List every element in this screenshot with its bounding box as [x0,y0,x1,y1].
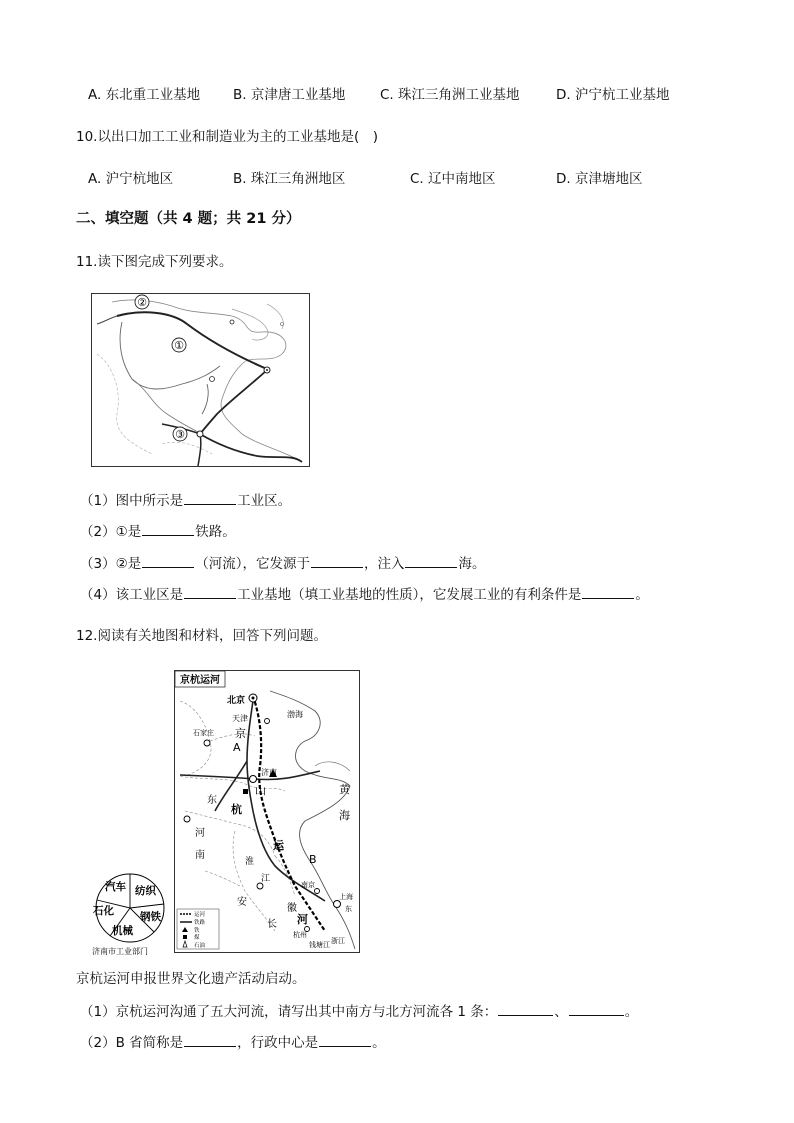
label-huai: 淮 [245,857,255,867]
q11-part-3-text-d: 海。 [458,556,486,572]
legend-oil: 石油 [194,943,206,949]
map-label-1: ① [174,339,184,352]
label-dong2: 东 [345,905,352,913]
pie-sector-car: 汽车 [105,881,126,893]
q12-intro: 京杭运河申报世界文化遗产活动启动。 [76,971,306,987]
q11-part-3-text-b: （河流），它发源于 [195,556,310,572]
answer-blank[interactable] [311,555,363,568]
label-qiantang: 钱塘江 [309,941,330,949]
answer-blank[interactable] [142,523,194,536]
answer-blank[interactable] [582,586,634,599]
q11-part-4-text-c: 。 [635,587,649,603]
label-B: B [309,853,317,866]
q11-part-1 [80,489,291,509]
label-beijing: 北京 [227,696,246,706]
jinan-industry-pie [88,870,178,958]
q11-part-2-text-a: （2）①是 [80,524,142,540]
label-zhang: 长 [267,919,277,930]
legend-coal: 煤 [194,935,200,941]
q11-map-drawing [92,294,309,466]
label-dong: 东 [207,795,217,806]
q11-stem: 11.读下图完成下列要求。 [76,254,233,270]
label-jiang: 江 [261,874,271,884]
q11-part-4-text-a: （4）该工业区是 [80,587,184,603]
q12-part-2-text-c: 。 [372,1035,386,1051]
answer-blank[interactable] [405,555,457,568]
label-zhejiang: 浙江 [331,937,345,945]
q11-part-3 [80,552,485,572]
map-title: 京杭运河 [180,675,220,686]
pie-sector-machinery: 机械 [112,925,133,937]
label-tianjin: 天津 [232,714,248,723]
answer-blank[interactable] [184,1034,236,1047]
q10-option-a: A. 沪宁杭地区 [88,171,174,187]
q10-option-b: B. 珠江三角洲地区 [233,171,346,187]
label-an: 安 [237,897,247,908]
q11-part-1-text-b: 工业区。 [237,493,292,509]
answer-blank[interactable] [142,555,194,568]
pie-sector-petrochem: 石化 [93,905,114,917]
q12-part-2 [80,1031,386,1051]
q9-option-a: A. 东北重工业基地 [88,87,201,103]
map-label-3: ③ [175,428,185,441]
q12-part-2-text-a: （2）B 省简称是 [80,1035,184,1051]
answer-blank[interactable] [498,1003,553,1016]
pie-caption: 济南市工业部门 [92,947,148,956]
q12-stem: 12.阅读有关地图和材料，回答下列问题。 [76,628,327,644]
q12-part-1-text-a: （1）京杭运河沟通了五大河流，请写出其中南方与北方河流各 1 条： [80,1004,498,1020]
q11-part-3-text-a: （3）②是 [80,556,142,572]
answer-blank[interactable] [319,1034,371,1047]
q12-part-1-text-c: 。 [624,1004,639,1020]
q11-part-4-text-b: 工业基地（填工业基地的性质），它发展工业的有利条件是 [237,587,582,603]
label-shanghai: 上海 [339,893,353,901]
legend-iron: 铁 [194,928,200,934]
q12-part-2-text-b: ，行政中心是 [237,1035,319,1051]
q12-part-1 [80,1000,638,1020]
q10-option-d: D. 京津塘地区 [556,171,643,187]
answer-blank[interactable] [569,1003,624,1016]
q9-option-b: B. 京津唐工业基地 [233,87,346,103]
label-hangzhou: 杭州 [293,931,307,939]
q11-part-1-text-a: （1）图中所示是 [80,493,184,509]
label-hang: 杭 [231,803,242,816]
label-yun: 运 [273,839,284,852]
label-hai: 海 [339,809,350,822]
label-nan: 南 [195,850,205,861]
section-title: 二、填空题（共 4 题；共 21 分） [76,211,301,227]
q12-map [174,670,360,953]
label-he2: 河 [297,913,308,926]
pie-sector-textile: 纺织 [135,885,156,897]
q10-option-c: C. 辽中南地区 [410,171,496,187]
label-hui: 徽 [287,903,297,914]
pie-sector-steel: 钢铁 [140,911,161,923]
label-nanjing: 南京 [301,881,315,889]
pie-drawing [88,870,178,958]
q11-map [91,293,310,467]
legend-canal: 运河 [194,912,206,918]
label-he: 河 [195,828,205,839]
q11-part-4 [80,583,649,603]
label-A: A [233,741,241,754]
q11-part-3-text-c: ，注入 [363,556,405,572]
q10-stem: 10.以出口加工工业和制造业为主的工业基地是( ) [76,129,379,145]
label-bohai: 渤海 [287,710,303,719]
label-shijiazhuang: 石家庄 [193,729,214,737]
answer-blank[interactable] [184,586,236,599]
answer-blank[interactable] [184,492,236,505]
q9-option-d: D. 沪宁杭工业基地 [556,87,670,103]
label-jinan: 济南 [261,768,277,777]
legend-railway: 铁路 [194,920,206,926]
q11-part-2-text-b: 铁路。 [195,524,236,540]
label-shan: 山 [255,784,266,797]
label-huang: 黄 [339,783,350,796]
map-label-2: ② [137,296,147,309]
q12-map-drawing [175,671,359,952]
q9-option-c: C. 珠江三角洲工业基地 [380,87,520,103]
label-jing: 京 [235,727,246,740]
q11-part-2 [80,520,236,540]
q12-part-1-text-b: 、 [554,1004,568,1020]
